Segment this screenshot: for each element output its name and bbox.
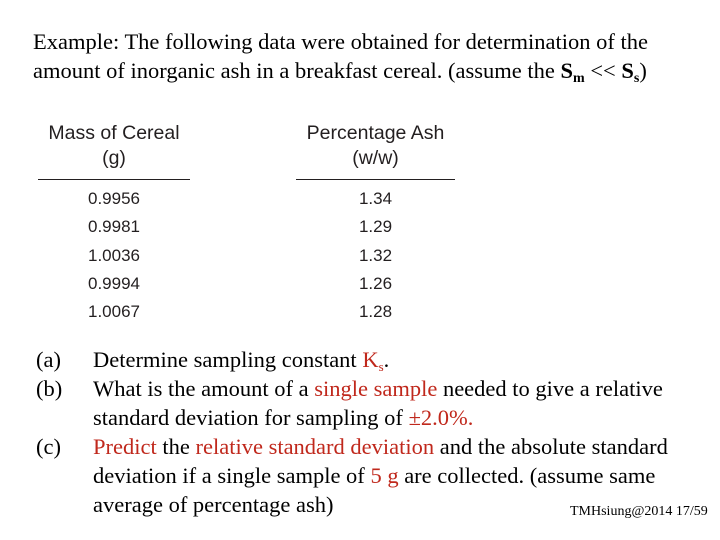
question-c-body-2: and the absolute standard deviation if a single sample of — [93, 434, 668, 488]
question-a-text — [93, 345, 706, 374]
ash-values — [296, 185, 455, 326]
predict-highlight: Predict — [93, 434, 157, 459]
question-b — [36, 374, 706, 432]
mass-value: 0.9994 — [88, 273, 140, 293]
ash-value: 1.29 — [358, 217, 393, 237]
ash-value: 1.28 — [358, 302, 393, 322]
footer-credit: TMHsiung@2014 — [570, 504, 673, 519]
page-number: 17/59 — [675, 504, 708, 519]
question-b-body-1: What is the amount of a — [93, 376, 315, 401]
question-a — [36, 345, 706, 374]
ash-value: 1.32 — [358, 245, 393, 265]
mass-value: 0.9956 — [88, 189, 140, 208]
mass-header — [38, 121, 190, 171]
mass-values — [38, 185, 190, 326]
mass-column — [38, 121, 190, 326]
mass-header-rule — [38, 179, 190, 180]
single-sample-highlight: single sample — [314, 376, 438, 401]
sm-symbol: S — [560, 58, 574, 83]
rsd-target-highlight: ±2.0%. — [408, 405, 474, 430]
ks-symbol: K — [362, 347, 379, 372]
mass-header-unit: (g) — [102, 147, 126, 169]
question-b-text — [93, 374, 706, 432]
question-b-label: (b) — [36, 376, 63, 401]
intro-close-paren: ) — [639, 58, 647, 83]
ash-column — [296, 121, 455, 326]
mass-value: 1.0036 — [88, 245, 140, 265]
sample-mass-highlight: 5 g — [370, 463, 399, 488]
question-b-body-2: needed to give a relative standard deviation for sampling of — [93, 376, 663, 430]
question-c-body-3: are collected. (assume same average of percentage ash) — [93, 463, 656, 517]
question-a-end: . — [383, 347, 390, 372]
mass-header-title: Mass of Cereal — [48, 122, 180, 144]
ash-header-title: Percentage Ash — [306, 122, 445, 144]
question-list — [36, 345, 706, 519]
ash-header — [296, 121, 455, 171]
problem-statement — [33, 27, 683, 85]
comparison-operator: << — [584, 58, 622, 83]
sm-subscript: m — [573, 71, 585, 86]
ss-symbol: S — [621, 58, 634, 83]
question-a-label: (a) — [36, 347, 61, 372]
question-c-label: (c) — [36, 434, 61, 459]
intro-text: Example: The following data were obtained for determination of the amount of inorganic ash in a breakfast cereal. (assume the — [33, 29, 649, 83]
question-c-body-1: the — [156, 434, 196, 459]
ash-value: 1.26 — [358, 273, 393, 293]
ks-subscript: s — [378, 359, 384, 374]
ash-header-rule — [296, 179, 455, 180]
ss-subscript: s — [633, 71, 640, 86]
rsd-highlight: relative standard deviation — [195, 434, 435, 459]
mass-value: 1.0067 — [88, 302, 140, 322]
mass-value: 0.9981 — [88, 217, 140, 237]
slide-footer — [570, 503, 708, 521]
question-a-body: Determine sampling constant — [93, 347, 363, 372]
ash-header-unit: (w/w) — [352, 147, 399, 169]
ash-value: 1.34 — [358, 189, 393, 208]
